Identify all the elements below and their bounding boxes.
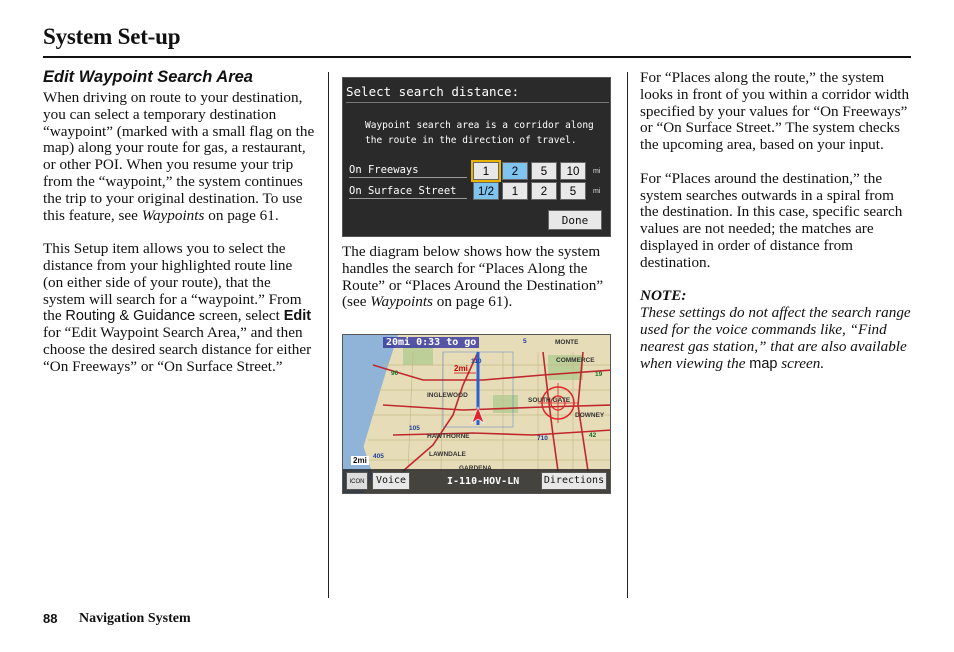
text-run: When driving on route to your destination, you can select a temporary destination “waypoint” (marked with a small flag on the map) along your route for gas, a restaurant, or other POI. When you resume your trip from the “waypoint,” the system continues the trip to your original destination. To use this feature, see	[43, 89, 315, 224]
surface-option-5[interactable]: 5	[560, 182, 586, 200]
unit-label: mi	[593, 168, 601, 175]
voice-button[interactable]: Voice	[372, 472, 410, 490]
title-rule	[43, 56, 911, 58]
section-heading: Edit Waypoint Search Area	[43, 68, 253, 86]
column-3	[640, 70, 912, 372]
freeway-option-5[interactable]: 5	[531, 162, 557, 180]
route-number: 110	[471, 358, 482, 365]
intro-paragraph	[43, 90, 315, 224]
text-run: on page 61.	[204, 206, 279, 224]
route-number: 42	[589, 432, 597, 439]
footer-text: Navigation System	[79, 611, 191, 626]
page-title: System Set-up	[43, 24, 181, 49]
column-2	[342, 244, 614, 311]
note-title: NOTE:	[640, 287, 687, 305]
route-number: 90	[391, 370, 399, 377]
column-divider-right	[627, 72, 628, 598]
note-body	[640, 305, 912, 372]
page-number: 88	[43, 611, 58, 626]
corridor-distance-label: 2mi	[454, 364, 468, 373]
done-button[interactable]: Done	[548, 210, 602, 230]
diagram-paragraph	[342, 244, 614, 311]
screen-name-routing-guidance: Routing & Guidance	[65, 308, 196, 325]
place-label: INGLEWOOD	[427, 392, 468, 399]
place-label: COMMERCE	[556, 357, 595, 364]
text-run: This Setup item allows you to select the distance from your highlighted route line (on either side of your route), that the system will search for a “waypoint.” From the	[43, 240, 302, 325]
text-run: on page 61).	[432, 293, 513, 311]
place-label: DOWNEY	[575, 412, 605, 419]
along-route-paragraph: For “Places along the route,” the system looks in front of you within a corridor width specified by your values for “On Freeways” or “On Surface Street.” The system checks the upcoming area, based on your input.	[640, 69, 910, 154]
freeway-option-10[interactable]: 10	[560, 162, 586, 180]
text-run: The diagram below shows how the system handles the search for “Places Along the Route” or “Places Around the Destination” (see	[342, 243, 604, 311]
route-number: 710	[537, 435, 548, 442]
icon-button[interactable]: ICON	[346, 472, 368, 490]
map-screen	[342, 334, 611, 494]
around-destination-paragraph: For “Places around the destination,” the system searches outwards in a spiral from the destination. In this case, specific search values are not needed; the matches are displayed in order of distance from destination.	[640, 169, 903, 271]
freeways-label: On Freeways	[349, 164, 467, 178]
setup-paragraph	[43, 241, 315, 375]
surface-street-label: On Surface Street	[349, 185, 467, 199]
map-screen-label: map	[749, 355, 778, 372]
place-label: LAWNDALE	[429, 451, 466, 458]
text-run: for “Edit Waypoint Search Area,” and then choose the desired search distance for either “On Freeways” or “On Surface Street.”	[43, 324, 312, 375]
text-run: screen.	[777, 354, 825, 372]
surface-option-1[interactable]: 1	[502, 182, 528, 200]
surface-option-half[interactable]: 1/2	[473, 182, 499, 200]
route-number: 19	[595, 371, 603, 378]
route-number: 405	[373, 453, 384, 460]
current-road-name: I-110-HOV-LN	[447, 476, 520, 487]
place-label: SOUTH GATE	[528, 397, 571, 404]
screen-description: Waypoint search area is a corridor along the route in the direction of travel.	[365, 120, 594, 146]
trip-info: 20mi 0:33 to go	[383, 337, 479, 348]
text-run: screen, select	[195, 307, 284, 325]
screen-title: Select search distance:	[346, 84, 520, 99]
place-label: HAWTHORNE	[427, 433, 470, 440]
select-search-distance-screen	[342, 77, 611, 237]
route-number: 105	[409, 425, 420, 432]
column-divider-left	[328, 72, 329, 598]
column-1	[43, 67, 315, 376]
map-bottom-bar	[343, 469, 610, 493]
text-run: These settings do not affect the search range used for the voice commands like, “Find nearest gas station,” that are also available when viewing the	[640, 304, 911, 372]
edit-label: Edit	[283, 308, 312, 325]
surface-option-2[interactable]: 2	[531, 182, 557, 200]
unit-label: mi	[593, 188, 601, 195]
reference-waypoints: Waypoints	[370, 293, 433, 311]
directions-button[interactable]: Directions	[541, 472, 607, 490]
reference-waypoints: Waypoints	[141, 206, 205, 224]
freeway-option-1[interactable]: 1	[473, 162, 499, 180]
map-scale: 2mi	[353, 456, 367, 465]
place-label: MONTE	[555, 339, 579, 346]
freeway-option-2[interactable]: 2	[502, 162, 528, 180]
route-number: 5	[523, 338, 527, 345]
